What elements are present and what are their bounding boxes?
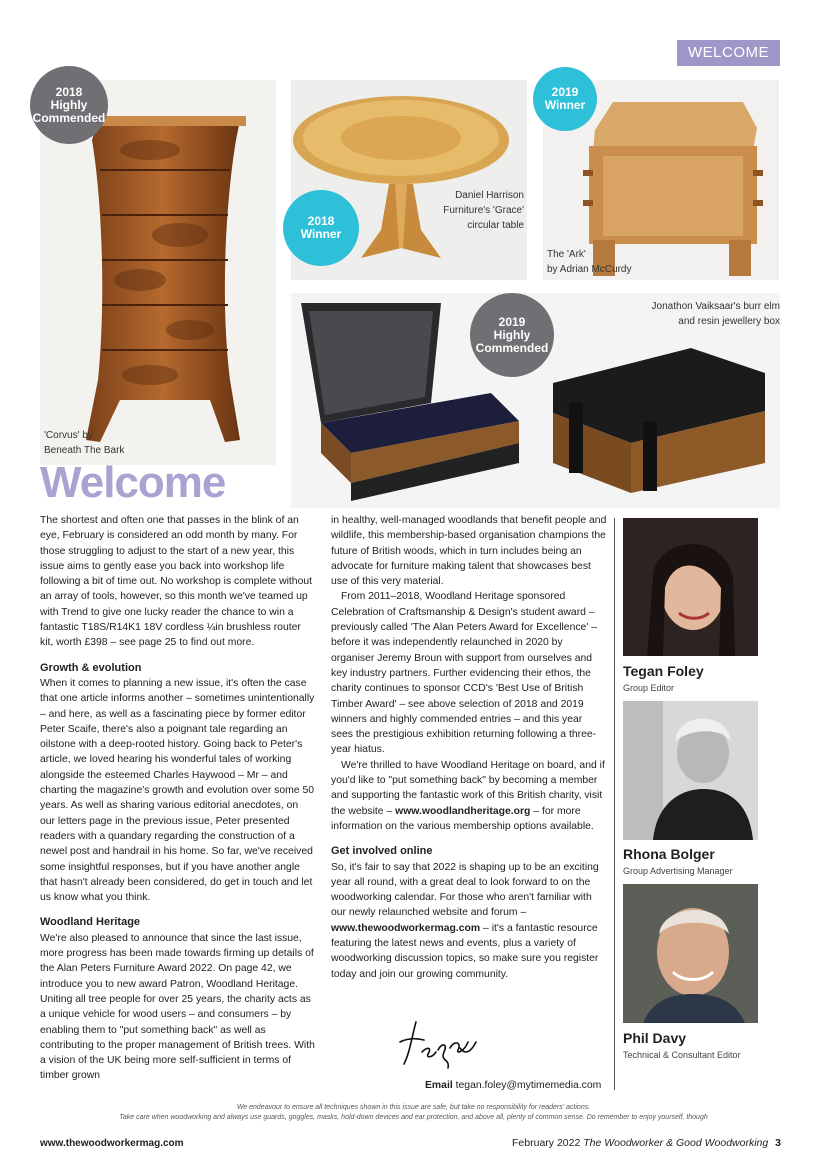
text: So, it's fair to say that 2022 is shaping up to be an exciting year all round, with a great deal to look forward to on the woodworking calendar. For those who aren't familiar with our newly relaunched website and forum – (331, 861, 599, 919)
caption-line: Furniture's 'Grace' (443, 205, 524, 216)
magazine-name: The Woodworker & Good Woodworking (583, 1137, 769, 1149)
staff-role: Technical & Consultant Editor (623, 1050, 741, 1060)
caption-line: The 'Ark' (547, 249, 586, 260)
caption-line: Daniel Harrison (455, 190, 524, 201)
badge-2018-highly-commended (30, 66, 108, 144)
column-divider (614, 518, 615, 1090)
text: – for more information on the various membership options available. (331, 805, 594, 832)
badge-line: Commended (32, 110, 106, 125)
caption-ark (547, 247, 631, 277)
badge-2018-winner (283, 190, 359, 266)
editor-signature (398, 1012, 478, 1070)
staff-role: Group Advertising Manager (623, 866, 733, 876)
woodworker-mag-link[interactable]: www.thewoodworkermag.com (331, 922, 481, 934)
badge-2019-winner (533, 67, 597, 131)
email-line (425, 1080, 601, 1091)
paragraph: in healthy, well-managed woodlands that benefit people and wildlife, this membership-based organisation champions the future of British woods, which in turn includes being an advocate for furniture making talent that showcases best use of this very material. (331, 515, 607, 588)
disclaimer-line-2: Take care when woodworking and always use guards, goggles, masks, hold-down devices and ear protection, and above all, plenty of common sense. Do remember to enjoy yourself, though (119, 1114, 708, 1121)
caption-line: Jonathon Vaiksaar's burr elm (651, 301, 780, 312)
email-link[interactable]: tegan.foley@mytimemedia.com (455, 1080, 602, 1091)
intro-paragraph: The shortest and often one that passes in the blink of an eye, February is considered an odd month by many. For those struggling to adjust to the start of a new year, this issue aims to gently ease you back into workshop life following a bit of time out. No workshop is complete without an array of tools, however, so this month we've teamed up with Trend to give one lucky reader the chance to win a fantastic T18S/R14K1 18V cordless ¼in brushless router kit, worth £398 – see page 25 to find out more. (40, 515, 313, 649)
staff-name: Rhona Bolger (623, 846, 715, 862)
caption-corvus (44, 428, 124, 458)
badge-line: Highly (50, 97, 88, 112)
page-number: 3 (775, 1137, 781, 1149)
caption-line: circular table (467, 220, 524, 231)
staff-name: Tegan Foley (623, 663, 704, 679)
badge-line: Highly (493, 327, 531, 342)
caption-line: 'Corvus' by (44, 430, 93, 441)
woodland-heritage-link[interactable]: www.woodlandheritage.org (395, 805, 531, 817)
badge-year: 2019 (551, 85, 579, 99)
issue-date: February 2022 (512, 1137, 581, 1149)
portrait-image (623, 701, 758, 840)
paragraph (331, 860, 607, 982)
portrait-rhona-bolger (623, 701, 758, 840)
paragraph: From 2011–2018, Woodland Heritage sponsored Celebration of Craftsmanship & Design's student award – previously called 'The Alan Peters Award for Excellence' – before it was independently relaunched in 2020 by organiser Jeremy Broun with support from ourselves and key industry partners. Further evidencing their ethos, the charity continues to sponsor CCD's 'Best Use of British Timber Award' – see above selection of 2018 and 2019 winners and highly commended entries – and this year sees the prestigious exhibition returning following a three-year hiatus. (331, 591, 597, 756)
growth-paragraph: When it comes to planning a new issue, it's often the case that one article informs another – sometimes unintentionally – and here, as well as a fascinating piece by former editor Peter Scaife, there's also a poignant tale regarding an oilstone with a deep-rooted history. Going back to Peter's article, we loved hearing his wonderful tales of working alongside the esteemed Charles Haywood – Mr – and charting the magazine's growth and evolution over some 50 years. As well as sharing various editorial anecdotes, on our letters page in the previous issue, Peter presented readers with a quandary regarding the construction of a newel post and handrail in his home. So far, we've received some insightful responses, but if you have another angle that hasn't already been considered, do get in touch and let us know what you think. (40, 677, 315, 904)
paragraph (331, 758, 607, 834)
portrait-phil-davy (623, 884, 758, 1023)
section-tag: WELCOME (677, 40, 780, 66)
caption-grace (410, 188, 524, 233)
badge-year: 2018 (307, 214, 335, 228)
subheading-get-involved: Get involved online (331, 845, 433, 858)
article-column-2 (331, 513, 607, 982)
badge-year: 2018 (55, 84, 83, 99)
portrait-image (623, 518, 758, 656)
caption-line: and resin jewellery box (678, 316, 780, 327)
disclaimer-line-1: We endeavour to ensure all techniques shown in this issue are safe, but take no responsibility for readers' actions. (236, 1104, 591, 1111)
footer-url[interactable]: www.thewoodworkermag.com (40, 1138, 184, 1149)
badge-2019-highly-commended (470, 293, 554, 377)
staff-role: Group Editor (623, 683, 675, 693)
caption-line: Beneath The Bark (44, 445, 125, 456)
text: – it's a fantastic resource featuring the latest news and events, plus a variety of woodworking discussion topics, so make sure you register today and join our growing community. (331, 922, 599, 980)
text: We're thrilled to have Woodland Heritage on board, and if you'd like to "put something back" by becoming a member and supporting the fantastic work of this British charity, visit the website – (331, 759, 605, 817)
email-label: Email (425, 1080, 453, 1091)
page-title: Welcome (40, 458, 226, 507)
heritage-paragraph: We're also pleased to announce that since the last issue, more progress has been made towards firming up details of the Alan Peters Furniture Award 2022. On page 42, we introduce you to new award Patron, Woodland Heritage. Uniting all tree people for over 25 years, the charity acts as a unique vehicle for wood users – and consumers – by enabling them to "put something back" as well as contributing to the proper management of British trees. With a vision of the UK being more self-sufficient in terms of timber grown (40, 932, 315, 1082)
footer-folio (512, 1137, 781, 1149)
staff-name: Phil Davy (623, 1030, 687, 1046)
badge-line: Winner (544, 98, 586, 112)
badge-year: 2019 (498, 314, 526, 329)
staff-tegan (623, 663, 704, 693)
staff-rhona (623, 846, 733, 876)
subheading-growth: Growth & evolution (40, 661, 142, 674)
portrait-tegan-foley (623, 518, 758, 656)
staff-phil (623, 1030, 741, 1060)
caption-line: by Adrian McCurdy (547, 264, 632, 275)
portrait-image (623, 884, 758, 1023)
article-column-1 (40, 513, 316, 1084)
subheading-woodland-heritage: Woodland Heritage (40, 916, 141, 929)
caption-jewellery (600, 299, 780, 329)
badge-line: Commended (475, 340, 549, 355)
badge-line: Winner (300, 227, 342, 241)
